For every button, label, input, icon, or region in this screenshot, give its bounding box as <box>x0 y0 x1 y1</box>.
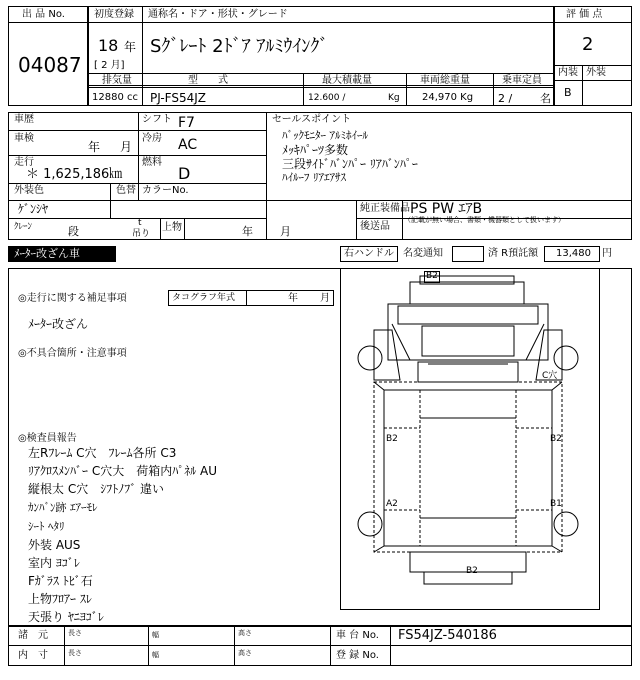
specs-label: 諸 元 <box>18 630 48 641</box>
capacity-label: 乗車定員 <box>502 75 542 86</box>
model-value: PJ-FS54JZ <box>150 91 207 105</box>
inspection-year: 年 <box>88 140 101 154</box>
model-label: 型 式 <box>188 75 228 86</box>
mileage-value: ＊ 1,625,186㎞ <box>26 167 123 182</box>
ac-label: 冷房 <box>142 133 162 144</box>
grade-label: 通称名・ドア・形状・グレード <box>148 9 288 20</box>
b1-label: B1 <box>550 499 562 509</box>
max-load-label: 最大積載量 <box>322 75 372 86</box>
fuel-label: 燃料 <box>142 157 162 168</box>
capacity-unit: 名 <box>540 92 551 105</box>
equip-label: 純正装備品 <box>360 203 410 214</box>
interior-score: B <box>564 86 572 99</box>
car-name: Sｸﾞﾚｰﾄ 2ﾄﾞｱ ｱﾙﾐｳｲﾝｸﾞ <box>150 36 329 57</box>
registration-label: 登 録 No. <box>336 650 379 661</box>
sales-point-1: ﾊﾞｯｸﾓﾆﾀｰ ｱﾙﾐﾎｲｰﾙ <box>282 129 368 142</box>
month-value: [ 2 月] <box>94 60 125 71</box>
max-load-value: 12.600 / <box>308 93 346 103</box>
upper-label: 上物 <box>162 222 182 233</box>
inspector-note: 室内 ﾖｺﾞﾚ <box>28 556 80 570</box>
crane-t-label: t <box>138 218 142 228</box>
inspection-month: 月 <box>120 140 133 154</box>
crane-lift-label: 吊り <box>132 229 151 239</box>
shift-label: シフト <box>142 114 172 125</box>
upper-year: 年 <box>242 225 253 238</box>
sales-label: セールスポイント <box>272 114 352 125</box>
inspector-note: ｼｰﾄ ﾍﾀﾘ <box>28 520 65 533</box>
meter-tamper-text: ﾒｰﾀｰ改ざん車 <box>14 247 80 260</box>
footer <box>8 626 632 666</box>
inspector-note: 縦根太 C穴 ｼﾌﾄﾉﾌﾞ 違い <box>28 482 165 496</box>
score-value: 2 <box>582 34 594 55</box>
exterior-label: 外装 <box>586 67 606 78</box>
chassis-label: 車 台 No. <box>336 630 379 641</box>
capacity-value: 2 / <box>498 92 513 105</box>
sales-point-4: ﾊｲﾙｰﾌ ﾘｱｴｱｻｽ <box>282 171 346 184</box>
color-value: ｹﾞﾝｼﾔ <box>18 202 49 216</box>
first-reg-label: 初度登録 <box>94 9 134 20</box>
gross-weight-value: 24,970 Kg <box>422 92 474 103</box>
crane-label: ｸﾚｰﾝ <box>14 222 33 232</box>
mileage-label: 走行 <box>14 157 34 168</box>
tacho-year: 年 <box>288 293 298 304</box>
steering-value: 右ハンドル <box>344 248 394 259</box>
width-label: 幅 <box>152 651 159 659</box>
color-label: 外装色 <box>14 185 44 196</box>
fuel-value: D <box>178 164 191 183</box>
inspector-note: 天張り ﾔﾆﾖｺﾞﾚ <box>28 610 104 624</box>
chassis-number: FS54JZ-540186 <box>398 628 497 643</box>
defect-label: ◎不具合箇所・注意事項 <box>18 348 127 359</box>
width-label: 幅 <box>152 631 159 639</box>
recycle-unit: 円 <box>602 248 612 259</box>
inspection-label: 車検 <box>14 133 34 144</box>
retrofit-label: 後送品 <box>360 221 390 232</box>
recycle-label: 済 R預託額 <box>488 248 539 259</box>
lot-label: 出 品 No. <box>22 9 65 20</box>
a2-label: A2 <box>386 499 398 509</box>
equipment-value: PS PW ｴｱB <box>410 201 483 217</box>
inspector-note: 外装 AUS <box>28 538 81 552</box>
lot-number: 04087 <box>18 53 82 77</box>
inspector-note: ｶﾝﾊﾞﾝ跡 ｴｱｰﾓﾚ <box>28 501 98 514</box>
interior-label: 内装 <box>558 67 578 78</box>
name-change-box <box>452 246 484 262</box>
displacement-label: 排気量 <box>102 75 132 86</box>
color-change-label: 色替 <box>116 185 136 196</box>
inspector-note: 上物ﾌﾛｱｰ ｽﾚ <box>28 592 92 606</box>
tacho-month: 月 <box>320 293 330 304</box>
inspector-note: Fｶﾞﾗｽ ﾄﾋﾞ石 <box>28 574 93 588</box>
c-hole-label: C穴 <box>542 371 558 381</box>
color-no-label: カラーNo. <box>142 185 189 196</box>
history-label: 車歴 <box>14 114 34 125</box>
inspector-note: 左Rﾌﾚｰﾑ C穴 ﾌﾚｰﾑ各所 C3 <box>28 446 177 460</box>
score-label: 評 価 点 <box>566 9 603 20</box>
name-change-label: 名変通知 <box>403 248 443 259</box>
height-label: 高さ <box>238 649 252 657</box>
b2-right-label: B2 <box>550 434 562 444</box>
ac-value: AC <box>178 137 198 153</box>
recycle-amount: 13,480 <box>556 248 591 259</box>
crane-stage-label: 段 <box>68 225 79 238</box>
driving-note: ﾒｰﾀｰ改ざん <box>28 317 89 331</box>
displacement-value: 12880 cc <box>92 92 138 103</box>
sales-point-2: ﾒｯｷﾊﾟｰﾂ多数 <box>282 143 349 157</box>
gross-weight-label: 車両総重量 <box>420 75 470 86</box>
max-load-unit: Kg <box>388 93 400 103</box>
length-label: 長さ <box>68 649 82 657</box>
b2-bottom-label: B2 <box>466 566 478 576</box>
length-label: 長さ <box>68 629 82 637</box>
inspector-label: ◎検査員報告 <box>18 433 77 444</box>
b2-top-label: B2 <box>426 271 438 281</box>
height-label: 高さ <box>238 629 252 637</box>
year-value: 18 <box>98 36 119 55</box>
b2-left-label: B2 <box>386 434 398 444</box>
sales-point-3: 三段ｻｲﾄﾞﾊﾞﾝﾊﾟｰ ﾘｱﾊﾞﾝﾊﾟｰ <box>282 157 418 171</box>
year-unit: 年 <box>124 40 137 54</box>
retrofit-note: （記載が無い場合、書類・機器類として扱います） <box>404 216 565 224</box>
tachograph-label: タコグラフ年式 <box>172 293 236 303</box>
inspector-note: ﾘｱｸﾛｽﾒﾝﾊﾞｰ C穴大 荷箱内ﾊﾟﾈﾙ AU <box>28 464 218 478</box>
inner-dim-label: 内 寸 <box>18 650 48 661</box>
shift-value: F7 <box>178 115 195 131</box>
upper-month: 月 <box>280 225 291 238</box>
driving-label: ◎走行に関する補足事項 <box>18 293 127 304</box>
